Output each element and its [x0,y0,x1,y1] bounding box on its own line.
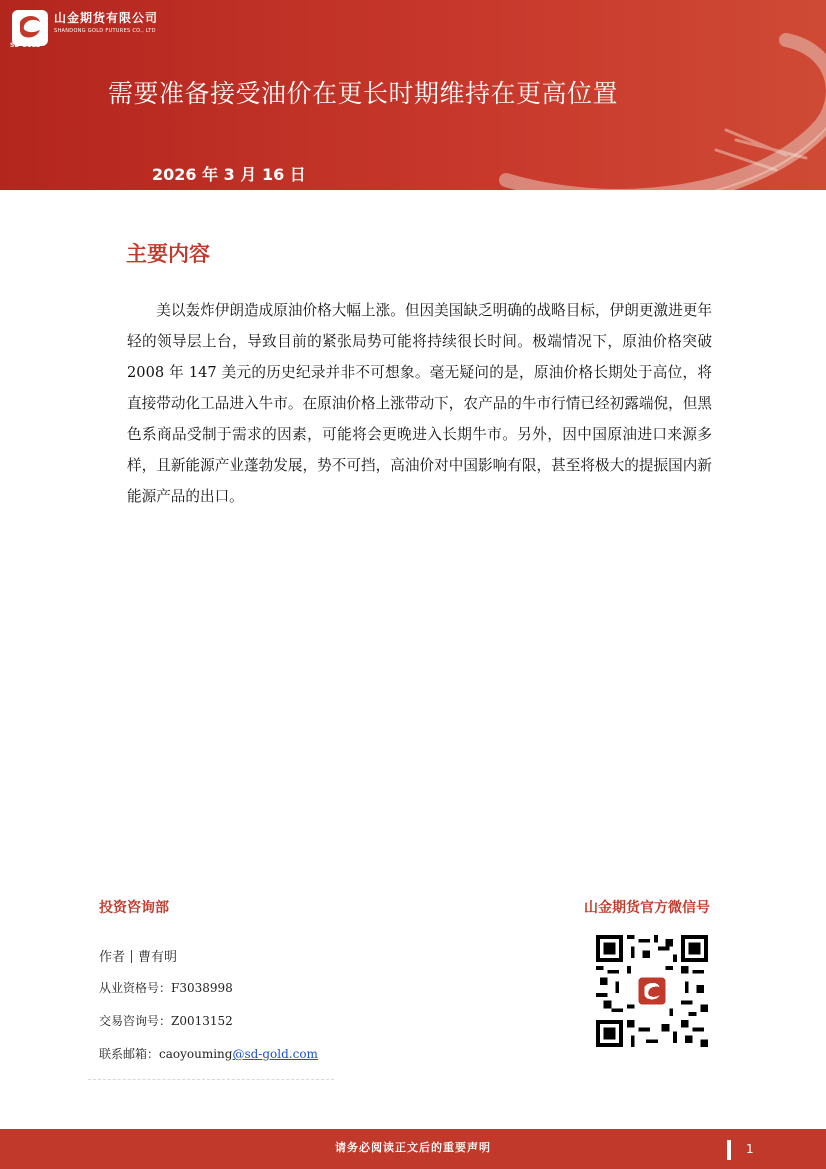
header-banner [0,0,826,190]
section-title: 主要内容 [126,242,210,266]
consult-number: 交易咨询号：Z0013152 [99,1014,233,1028]
wechat-label: 山金期货官方微信号 [584,900,710,916]
author-label: 作者 [99,950,126,965]
disclaimer-notice[interactable]: 请务必阅读正文后的重要声明 [335,1141,491,1154]
page-marker [727,1140,731,1160]
email-link[interactable]: @sd-gold.com [232,1047,318,1061]
summary-paragraph: 美以轰炸伊朗造成原油价格大幅上涨。但因美国缺乏明确的战略目标，伊朗更激进更年轻的领导层上台，导致目前的紧张局势可能将持续很长时间。极端情况下，原油价格突破 2008 年 147 美元的历史纪录并非不可想象。毫无疑问的是，原油价格长期处于高位，将直接带动化工品进入牛市。在原油价格上涨带动下，农产品的牛市行情已经初露端倪，但黑色系商品受制于需求的因素，可能将会更晚进入长期牛市。另外，因中国原油进口来源多样，且新能源产业蓬勃发展，势不可挡，高油价对中国影响有限，甚至将极大的提振国内新能源产品的出口。 [127,302,712,505]
report-title: 需要准备接受油价在更长时期维持在更高位置 [108,79,619,108]
report-date: 2026 年 3 月 16 日 [152,165,306,184]
company-name-cn: 山金期货有限公司 [54,11,159,25]
qualification-number: 从业资格号：F3038998 [99,981,233,995]
contact-divider [88,1079,334,1080]
company-name-en: SHANDONG GOLD FUTURES CO., LTD [54,28,156,34]
author-name: 曹有明 [138,950,178,965]
author-line [99,946,177,965]
author-separator [131,950,132,963]
brand-text: SD-GOLD [10,42,41,49]
email-label: 联系邮箱：caoyouming [99,1047,233,1061]
department-label: 投资咨询部 [99,900,169,916]
page-number: 1 [746,1142,754,1156]
qr-code-icon[interactable] [596,935,708,1047]
email-line [99,1045,318,1062]
